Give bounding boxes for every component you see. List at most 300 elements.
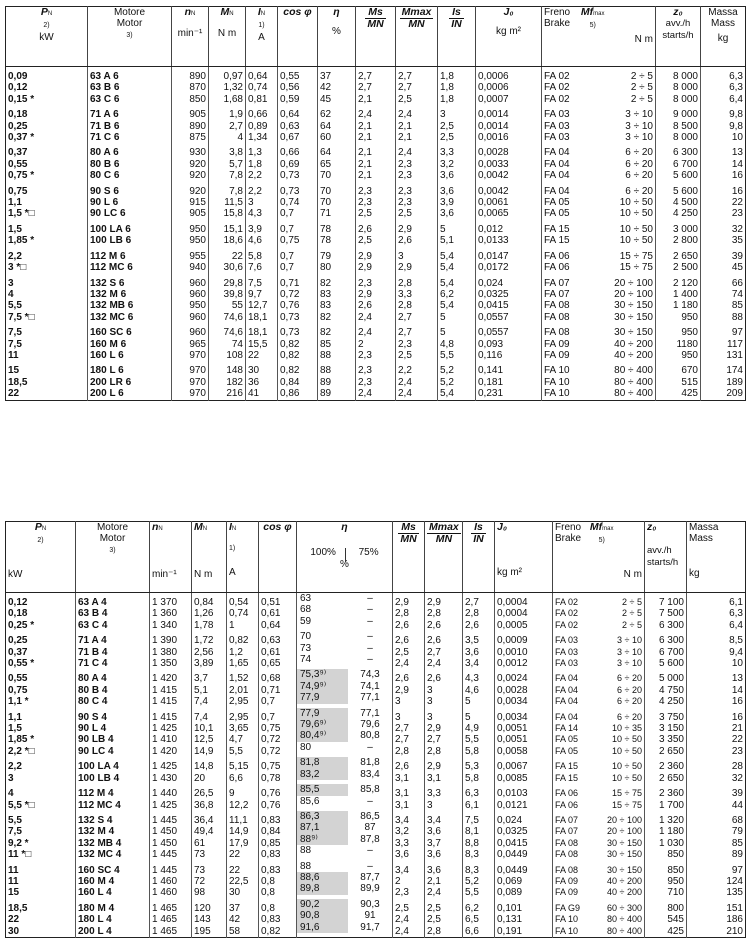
- efficiency-100-value: 88: [300, 845, 312, 857]
- cell-start-torque: [393, 669, 425, 707]
- cell-start-current: [438, 274, 476, 324]
- cell-power-value: 0,75: [8, 185, 28, 197]
- cell-inertia-value: 0,0004: [497, 608, 528, 620]
- cell-cosphi-value: 0,61: [261, 608, 281, 620]
- cell-cosphi-value: 0,51: [261, 597, 281, 608]
- brake-model: FA 04: [555, 711, 579, 722]
- cell-starts-value: 5 600: [658, 658, 684, 670]
- cell-max-torque: [425, 899, 463, 938]
- cell-power-value: 0,12: [8, 597, 28, 608]
- cell-speed-value: 1 425: [152, 723, 178, 735]
- brake-torque-range: 10 ÷ 50: [612, 772, 642, 783]
- cell-speed: [150, 757, 192, 784]
- cell-current-value: 17,9: [229, 837, 249, 849]
- cell-inertia: [476, 182, 542, 220]
- cell-speed-value: 920: [189, 185, 206, 197]
- efficiency-75-value: 74,3: [360, 669, 380, 681]
- cell-motor: [76, 811, 150, 861]
- cell-max-torque-value: 3: [427, 711, 433, 723]
- cell-start-torque-value: 2,9: [358, 288, 372, 300]
- cell-mass-value: 97: [731, 327, 743, 339]
- cell-motor: [88, 247, 172, 274]
- cell-mass-value: 16: [731, 170, 743, 182]
- table-row: [6, 669, 746, 707]
- brake-torque-range: 6 ÷ 20: [617, 696, 642, 707]
- cell-brake: [542, 323, 656, 361]
- cell-start-torque-value: 2,7: [395, 723, 409, 735]
- brake-torque-range: 40 ÷ 200: [614, 349, 653, 361]
- cell-start-current-value: 3,3: [440, 147, 454, 159]
- cell-mass: [701, 105, 746, 143]
- cell-mass-value: 74: [731, 288, 743, 300]
- cell-torque-value: 61: [194, 837, 206, 849]
- brake-torque-range: 3 ÷ 10: [625, 109, 653, 121]
- cell-motor-value: 90 LB 4: [78, 734, 114, 746]
- efficiency-100-value: 80: [300, 741, 312, 753]
- cell-mass-value: 85: [731, 300, 743, 312]
- cell-current: [246, 361, 278, 400]
- cell-torque-value: 36,8: [194, 799, 214, 811]
- efficiency-100-value: 88: [300, 860, 312, 872]
- cell-power-value: 11: [8, 349, 19, 361]
- cell-motor-value: 132 MB 4: [78, 837, 122, 849]
- cell-speed: [150, 861, 192, 899]
- cell-brake: [542, 220, 656, 247]
- cell-power-value: 0,18: [8, 608, 28, 620]
- cell-power-value: 3: [8, 772, 14, 784]
- col-header-efficiency: η 100% 75% %: [297, 522, 393, 593]
- cell-power-value: 0,55: [8, 673, 28, 685]
- cell-motor-value: 90 L 4: [78, 723, 107, 735]
- cell-motor-value: 100 LB 4: [78, 772, 120, 784]
- cell-inertia-value: 0,0121: [497, 799, 528, 811]
- cell-inertia-value: 0,0067: [497, 761, 528, 773]
- cell-start-torque-value: 2: [395, 875, 401, 887]
- cell-mass-value: 16: [731, 185, 743, 197]
- efficiency-75-value: –: [367, 860, 373, 872]
- brake-torque-range: 30 ÷ 150: [614, 311, 653, 323]
- cell-max-torque-value: 2,5: [398, 349, 412, 361]
- cell-speed-value: 965: [189, 338, 206, 350]
- cell-cosphi: [259, 784, 297, 811]
- cell-current-value: 5,5: [229, 745, 243, 757]
- table-row: [6, 361, 746, 400]
- cell-starts-value: 1 700: [658, 799, 684, 811]
- cell-max-torque-value: 3,7: [427, 837, 441, 849]
- brake-model: FA 04: [544, 170, 570, 182]
- cell-start-current-value: 8,3: [465, 849, 479, 861]
- cell-efficiency-value: 85: [320, 338, 332, 350]
- cell-start-torque: [356, 323, 396, 361]
- cell-speed-value: 970: [189, 376, 206, 388]
- cell-power-value: 0,25 *: [8, 619, 35, 631]
- cell-inertia: [495, 757, 553, 784]
- cell-current-value: 36: [248, 376, 260, 388]
- cell-current: [227, 757, 259, 784]
- cell-motor-value: 71 B 4: [78, 646, 108, 658]
- cell-cosphi-value: 0,7: [280, 223, 294, 235]
- cell-motor: [76, 708, 150, 758]
- cell-efficiency-value: 83: [320, 300, 332, 312]
- cell-cosphi-value: 0,68: [261, 673, 281, 685]
- cell-motor-value: 160 L 4: [78, 887, 112, 899]
- cell-current-value: 1,3: [248, 147, 262, 159]
- cell-start-torque-value: 2,4: [358, 311, 372, 323]
- cell-brake: [553, 708, 645, 758]
- efficiency-100-value: 59: [300, 615, 312, 627]
- cell-speed: [150, 631, 192, 669]
- cell-motor: [76, 631, 150, 669]
- cell-inertia-value: 0,0034: [497, 696, 528, 708]
- brake-torque-range: 2 ÷ 5: [630, 82, 653, 94]
- cell-speed: [150, 784, 192, 811]
- brake-torque-range: 2 ÷ 5: [622, 619, 642, 630]
- cell-inertia-value: 0,0014: [478, 109, 509, 121]
- cell-current-value: 0,54: [229, 597, 249, 608]
- brake-torque-range: 2 ÷ 5: [630, 71, 653, 82]
- cell-speed-value: 960: [189, 288, 206, 300]
- cell-speed: [172, 274, 209, 324]
- cell-start-current-value: 6,1: [465, 799, 479, 811]
- cell-mass-value: 6,4: [729, 93, 743, 105]
- brake-model: FA 04: [555, 684, 579, 695]
- cell-speed-value: 1 415: [152, 711, 178, 723]
- cell-inertia-value: 0,0449: [497, 864, 528, 876]
- brake-model: FA 06: [555, 799, 579, 810]
- efficiency-75-value: –: [367, 741, 373, 753]
- cell-current: [227, 861, 259, 899]
- cell-cosphi-value: 0,76: [280, 300, 300, 312]
- cell-max-torque-value: 2,6: [427, 673, 441, 685]
- efficiency-75-value: –: [367, 654, 373, 666]
- cell-start-torque-value: 3,1: [395, 772, 409, 784]
- cell-cosphi: [278, 143, 318, 181]
- cell-mass: [701, 182, 746, 220]
- cell-start-current-value: 5,2: [440, 376, 454, 388]
- cell-power-value: 1,5: [8, 223, 22, 235]
- cell-torque-value: 36,4: [194, 814, 214, 826]
- cell-power-value: 0,18: [8, 109, 28, 121]
- cell-start-torque-value: 2,6: [395, 761, 409, 773]
- cell-max-torque-value: 2,5: [398, 93, 412, 105]
- cell-torque-value: 5,7: [229, 158, 243, 170]
- cell-max-torque-value: 3,6: [427, 864, 441, 876]
- cell-cosphi-value: 0,82: [280, 349, 300, 361]
- cell-torque-value: 5,1: [194, 684, 208, 696]
- cell-speed-value: 905: [189, 208, 206, 220]
- cell-power-value: 4: [8, 288, 14, 300]
- cell-mass-value: 9,8: [729, 120, 743, 132]
- cell-starts: [656, 143, 701, 181]
- cell-starts-value: 515: [681, 376, 698, 388]
- cell-cosphi: [278, 67, 318, 106]
- cell-efficiency-value: 64: [320, 147, 332, 159]
- cell-inertia-value: 0,116: [478, 349, 503, 361]
- cell-power-value: 0,25: [8, 120, 28, 132]
- cell-max-torque-value: 2,8: [398, 277, 412, 289]
- brake-model: FA 15: [555, 761, 579, 772]
- cell-cosphi-value: 0,8: [261, 887, 275, 899]
- cell-starts-value: 4 250: [658, 696, 684, 708]
- cell-cosphi-value: 0,7: [280, 262, 294, 274]
- cell-current-value: 1,65: [229, 658, 249, 670]
- cell-inertia: [495, 784, 553, 811]
- cell-current-value: 0,74: [248, 82, 268, 94]
- cell-mass-value: 45: [731, 262, 743, 274]
- cell-current-value: 2,95: [229, 696, 249, 708]
- cell-speed-value: 1 450: [152, 837, 178, 849]
- table-body: [6, 67, 746, 401]
- cell-start-torque: [356, 220, 396, 247]
- cell-current-value: 4,3: [248, 208, 262, 220]
- cell-torque: [209, 323, 246, 361]
- cell-efficiency: [318, 323, 356, 361]
- cell-motor-value: 200 L 4: [78, 925, 112, 937]
- cell-speed: [172, 361, 209, 400]
- cell-brake: [542, 247, 656, 274]
- cell-start-torque-value: 3: [395, 711, 401, 723]
- brake-model: FA 02: [544, 82, 570, 94]
- cell-current: [246, 67, 278, 106]
- cell-torque-value: 14,8: [194, 761, 214, 773]
- cell-start-current: [438, 182, 476, 220]
- cell-start-torque-value: 3,1: [395, 788, 409, 800]
- cell-start-current-value: 1,8: [440, 71, 454, 82]
- efficiency-75-value: –: [367, 615, 373, 627]
- brake-model: FA 02: [544, 93, 570, 105]
- cell-starts: [656, 361, 701, 400]
- cell-mass: [687, 669, 746, 707]
- cell-torque: [209, 143, 246, 181]
- cell-starts: [645, 708, 687, 758]
- cell-mass-value: 6,3: [729, 608, 743, 620]
- cell-motor-value: 180 L 6: [90, 365, 124, 377]
- efficiency-75-value: 90,3: [360, 898, 380, 910]
- efficiency-100-value: 63: [300, 593, 312, 604]
- cell-efficiency: [297, 784, 393, 811]
- cell-max-torque: [396, 247, 438, 274]
- cell-starts-value: 4 500: [672, 197, 698, 209]
- col-header-starts: z₀ avv./h starts/h: [645, 522, 687, 593]
- cell-motor-value: 80 B 6: [90, 158, 120, 170]
- cell-torque-value: 74,6: [223, 327, 243, 339]
- cell-start-torque-value: 2,8: [395, 745, 409, 757]
- brake-torque-range: 80 ÷ 400: [614, 376, 653, 388]
- cell-efficiency-value: 88: [320, 365, 332, 377]
- cell-mass-value: 35: [731, 235, 743, 247]
- cell-start-torque: [393, 899, 425, 938]
- cell-power-value: 18,5: [8, 902, 28, 914]
- cell-speed-value: 905: [189, 109, 206, 121]
- efficiency-100-value: 74: [300, 654, 312, 666]
- cell-mass: [687, 811, 746, 861]
- brake-model: FA 03: [555, 658, 579, 669]
- cell-starts-value: 710: [667, 887, 684, 899]
- cell-cosphi: [259, 811, 297, 861]
- efficiency-100-value: 86,3: [297, 811, 348, 822]
- cell-start-current-value: 3,6: [440, 185, 454, 197]
- efficiency-75-value: –: [367, 593, 373, 604]
- cell-current-value: 22: [248, 349, 260, 361]
- cell-start-current-value: 5,4: [440, 388, 454, 400]
- cell-motor: [88, 67, 172, 106]
- cell-torque-value: 2,56: [194, 646, 214, 658]
- cell-cosphi-value: 0,75: [261, 761, 281, 773]
- cell-inertia-value: 0,024: [478, 277, 504, 289]
- cell-mass-value: 97: [731, 864, 743, 876]
- cell-current-value: 2,2: [248, 185, 262, 197]
- cell-max-torque-value: 2,3: [398, 197, 412, 209]
- cell-inertia-value: 0,0033: [478, 158, 509, 170]
- brake-model: FA 06: [544, 262, 570, 274]
- cell-starts-value: 5 600: [672, 170, 698, 182]
- cell-efficiency: [318, 247, 356, 274]
- cell-cosphi: [278, 274, 318, 324]
- col-header-inertia: J₀ kg m²: [476, 7, 542, 67]
- cell-torque: [209, 220, 246, 247]
- cell-cosphi-value: 0,73: [280, 311, 300, 323]
- cell-start-torque-value: 2: [358, 338, 364, 350]
- cell-start-torque: [393, 757, 425, 784]
- cell-power: [6, 899, 76, 938]
- cell-speed-value: 1 420: [152, 745, 178, 757]
- cell-power-value: 5,5: [8, 814, 22, 826]
- cell-efficiency: [297, 811, 393, 861]
- cell-torque-value: 1,26: [194, 608, 214, 620]
- cell-speed-value: 1 445: [152, 849, 178, 861]
- brake-model: FA G9: [555, 902, 581, 913]
- efficiency-75-value: 87,8: [360, 833, 380, 845]
- cell-efficiency-value: 60: [320, 132, 332, 144]
- cell-power: [6, 182, 88, 220]
- cell-mass-value: 88: [731, 311, 743, 323]
- cell-torque-value: 11,5: [224, 197, 243, 209]
- cell-starts-value: 6 300: [658, 635, 684, 647]
- cell-motor-value: 90 LC 6: [90, 208, 126, 220]
- cell-efficiency: [297, 669, 393, 707]
- cell-start-torque: [393, 593, 425, 632]
- brake-torque-range: 10 ÷ 50: [612, 734, 642, 745]
- efficiency-100-value: 89,8: [297, 883, 348, 894]
- cell-inertia-value: 0,181: [478, 376, 504, 388]
- cell-cosphi-value: 0,65: [261, 658, 281, 670]
- cell-start-torque-value: 2,3: [358, 277, 372, 289]
- cell-speed-value: 1 425: [152, 761, 178, 773]
- cell-inertia-value: 0,141: [478, 365, 504, 377]
- cell-efficiency: [318, 182, 356, 220]
- efficiency-75-value: 77,1: [360, 707, 380, 719]
- cell-starts-value: 5 600: [672, 185, 698, 197]
- col-header-efficiency: η %: [318, 7, 356, 67]
- cell-motor-value: 200 L 6: [90, 388, 124, 400]
- cell-power: [6, 220, 88, 247]
- cell-start-current-value: 5: [465, 711, 471, 723]
- cell-start-torque-value: 2,6: [395, 673, 409, 685]
- cell-efficiency-value: 89: [320, 376, 332, 388]
- brake-torque-range: 20 ÷ 100: [614, 277, 653, 289]
- cell-current-value: 58: [229, 925, 241, 937]
- brake-model: FA 14: [555, 723, 579, 734]
- cell-starts-value: 950: [681, 311, 698, 323]
- efficiency-100-value: 83,2: [297, 769, 348, 780]
- brake-torque-range: 15 ÷ 75: [619, 250, 653, 262]
- cell-power-value: 0,15 *: [8, 93, 35, 105]
- cell-starts-value: 850: [667, 849, 684, 861]
- brake-model: FA 10: [544, 365, 570, 377]
- cell-torque-value: 2,7: [229, 120, 243, 132]
- table-header: [6, 7, 746, 67]
- cell-max-torque-value: 2,4: [398, 388, 412, 400]
- cell-start-current-value: 6,6: [465, 925, 479, 937]
- cell-current: [227, 593, 259, 632]
- col-header-inertia: J₀ kg m²: [495, 522, 553, 593]
- cell-motor-value: 63 A 4: [78, 597, 107, 608]
- table-header: [6, 522, 746, 593]
- cell-speed-value: 960: [189, 327, 206, 339]
- cell-start-torque-value: 2,3: [358, 365, 372, 377]
- cell-max-torque-value: 2,7: [398, 327, 412, 339]
- cell-mass-value: 23: [731, 208, 743, 220]
- cell-power: [6, 247, 88, 274]
- cell-torque-value: 7,4: [194, 711, 208, 723]
- cell-torque-value: 0,84: [194, 597, 214, 608]
- cell-start-torque-value: 2,9: [358, 250, 372, 262]
- cell-start-current: [438, 67, 476, 106]
- cell-torque-value: 15,8: [223, 208, 243, 220]
- cell-torque-value: 14,9: [194, 745, 214, 757]
- cell-start-current-value: 5,4: [440, 262, 454, 274]
- cell-power-value: 0,37: [8, 147, 28, 159]
- cell-torque: [192, 861, 227, 899]
- col-header-mass: Massa Mass kg: [701, 7, 746, 67]
- cell-start-torque-value: 2,6: [395, 619, 409, 631]
- cell-current-value: 18,1: [248, 327, 268, 339]
- cell-efficiency: [297, 708, 393, 758]
- eta-100-label: 100%: [310, 547, 336, 559]
- cell-efficiency: [297, 593, 393, 632]
- cell-start-torque-value: 2,4: [395, 914, 409, 926]
- cell-mass-value: 6,3: [729, 82, 743, 94]
- cell-current-value: 4,6: [248, 235, 262, 247]
- cell-speed-value: 970: [189, 365, 206, 377]
- cell-torque-value: 3,8: [229, 147, 243, 159]
- brake-model: FA 06: [544, 250, 570, 262]
- cell-brake: [542, 105, 656, 143]
- cell-max-torque-value: 3,3: [398, 288, 412, 300]
- cell-starts-value: 4 750: [658, 684, 684, 696]
- cell-speed-value: 1 410: [152, 734, 178, 746]
- cell-mass: [687, 593, 746, 632]
- cell-cosphi: [259, 861, 297, 899]
- cell-inertia-value: 0,0172: [478, 262, 509, 274]
- cell-torque: [192, 784, 227, 811]
- cell-power-value: 1,85 *: [8, 734, 35, 746]
- cell-inertia-value: 0,024: [497, 814, 523, 826]
- cell-efficiency: [318, 274, 356, 324]
- efficiency-100-value: 75,3⁹⁾: [297, 669, 348, 680]
- cell-mass-value: 66: [731, 277, 743, 289]
- cell-max-torque-value: 2,9: [398, 223, 412, 235]
- cell-power-value: 7,5: [8, 826, 22, 838]
- col-header-current: IN 1) A: [246, 7, 278, 67]
- cell-motor-value: 80 B 4: [78, 684, 108, 696]
- cell-cosphi-value: 0,63: [261, 635, 281, 647]
- cell-current: [246, 274, 278, 324]
- cell-start-torque-value: 3,4: [395, 814, 409, 826]
- cell-start-current: [438, 247, 476, 274]
- cell-motor-value: 112 M 6: [90, 250, 126, 262]
- cell-start-current: [463, 631, 495, 669]
